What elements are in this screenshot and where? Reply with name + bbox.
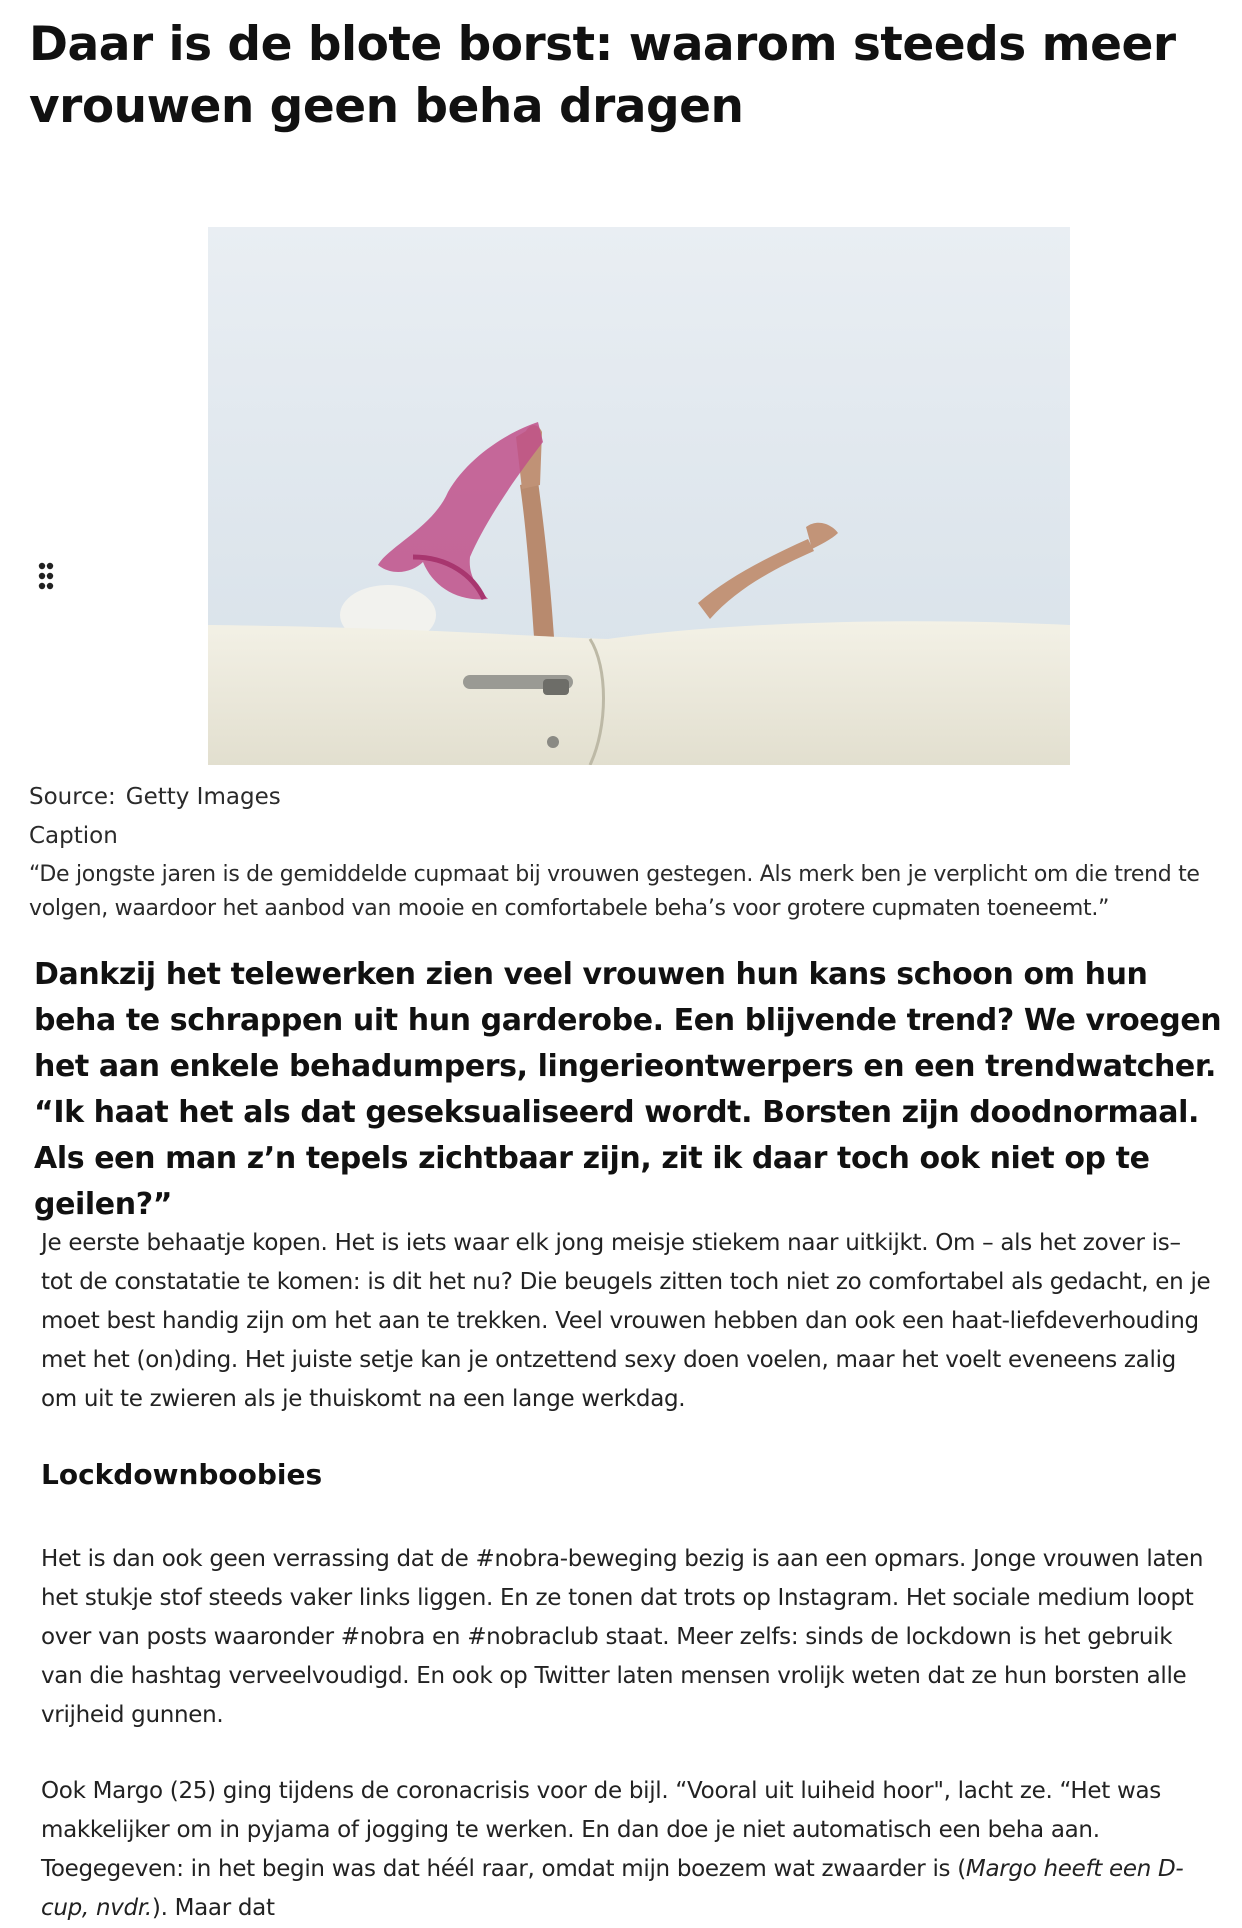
article-paragraph: Je eerste behaatje kopen. Het is iets waar elk jong meisje stiekem naar uitkijkt. Om – als het zover is– tot de constatatie te komen: is dit het nu? Die beugels zitten toch niet zo comfortabel als gedacht, en je moet best handig zijn om het aan te trekken. Veel vrouwen hebben dan ook een haat-liefdeverhouding met het (on)ding. Het juiste setje kan je ontzettend sexy doen voelen, maar het voelt eveneens zalig om uit te zwieren als je thuiskomt na een lange werkdag.: [41, 1230, 1211, 1412]
image-caption-label: Caption: [29, 823, 118, 849]
article-hero-image: [208, 227, 1070, 765]
article-intro: Dankzij het telewerken zien veel vrouwen hun kans schoon om hun beha te schrappen uit hun garderobe. Een blijvende trend? We vroegen het aan enkele behadumpers, lingerieontwerpers en een trendwatcher. “Ik haat het als dat geseksualiseerd wordt. Borsten zijn doodnormaal. Als een man z’n tepels zichtbaar zijn, zit ik daar toch ook niet op te geilen?”: [34, 957, 1222, 1222]
article-paragraph: [41, 1772, 1211, 1928]
image-source-label: Source:: [29, 784, 116, 810]
paragraph-text: Ook Margo (25) ging tijdens de coronacrisis voor de bijl. “Vooral uit luiheid hoor", lacht ze. “Het was makkelijker om in pyjama of jogging te werken. En dan doe je niet automatisch een beha aan. Toegegeven: in het begin was dat héél raar, omdat mijn boezem wat zwaarder is (: [41, 1778, 1161, 1882]
article-paragraph: Het is dan ook geen verrassing dat de #nobra-beweging bezig is aan een opmars. Jonge vrouwen laten het stukje stof steeds vaker links liggen. En ze tonen dat trots op Instagram. Het sociale medium loopt over van posts waaronder #nobra en #nobraclub staat. Meer zelfs: sinds de lockdown is het gebruik van die hashtag verveelvoudigd. En ook op Twitter laten mensen vrolijk weten dat ze hun borsten alle vrijheid gunnen.: [41, 1546, 1204, 1728]
drag-handle-icon[interactable]: [38, 562, 54, 590]
article-subheading: Lockdownboobies: [41, 1458, 323, 1491]
image-source: [29, 782, 281, 812]
image-caption-text: “De jongste jaren is de gemiddelde cupmaat bij vrouwen gestegen. Als merk ben je verplicht om die trend te volgen, waardoor het aanbod van mooie en comfortabele beha’s voor grotere cupmaten toeneemt.”: [29, 862, 1200, 921]
paragraph-text: ). Maar dat: [151, 1895, 275, 1921]
image-source-value: Getty Images: [125, 784, 281, 810]
editor-note: Margo heeft een D-cup, nvdr.: [41, 1856, 1184, 1921]
article-title: Daar is de blote borst: waarom steeds meer vrouwen geen beha dragen: [29, 17, 1176, 134]
